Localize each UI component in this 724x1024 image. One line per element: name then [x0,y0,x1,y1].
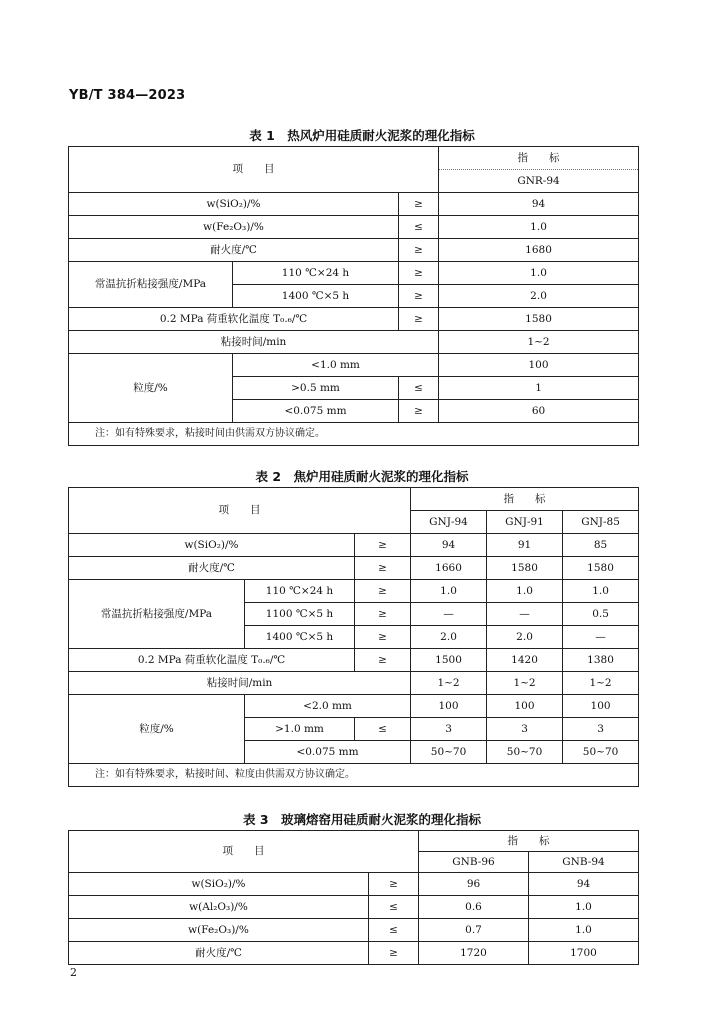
table3-fe-op: ≤ [369,919,419,942]
table3-grade: GNB-94 [529,852,639,873]
table2-time-val: 1~2 [563,672,639,695]
table3-fe-label: w(Fe₂O₃)/% [69,919,369,942]
table2-grain-val2: 3 [411,718,487,741]
table3-sio2-op: ≥ [369,873,419,896]
table2-sio2-op: ≥ [355,534,411,557]
table2-grain-cond3: <0.075 mm [245,741,411,764]
table1-bend-cond2: 1400 ℃×5 h [233,285,399,308]
table2-grain-val1: 100 [563,695,639,718]
table2-bend-op1: ≥ [355,580,411,603]
page-number: 2 [70,966,77,979]
table2-bend-cond2: 1100 ℃×5 h [245,603,355,626]
table2-refr-label: 耐火度/℃ [69,557,355,580]
table1-fe-label: w(Fe₂O₃)/% [69,216,399,239]
table2-col-index: 指 标 [411,488,639,511]
table2-sio2-val: 91 [487,534,563,557]
table2-grain-val1: 100 [487,695,563,718]
table2-grain-op2: ≤ [355,718,411,741]
table3-grade: GNB-96 [419,852,529,873]
table2-refr-op: ≥ [355,557,411,580]
table3-refr-label: 耐火度/℃ [69,942,369,965]
table1-grain-op2: ≤ [399,377,439,400]
table2-col-item: 项 目 [69,488,411,534]
table2-grade: GNJ-91 [487,511,563,534]
table2-grain-val3: 50~70 [487,741,563,764]
table2-bend-cond1: 110 ℃×24 h [245,580,355,603]
table3-refr-val: 1720 [419,942,529,965]
table3-refr-val: 1700 [529,942,639,965]
table1-fe-op: ≤ [399,216,439,239]
table2-bend-val2: — [487,603,563,626]
table2-refr-val: 1580 [487,557,563,580]
table1-soft-op: ≥ [399,308,439,331]
table2-soft-label: 0.2 MPa 荷重软化温度 T₀.₆/℃ [69,649,355,672]
table3-refr-op: ≥ [369,942,419,965]
table2-soft-op: ≥ [355,649,411,672]
table3-sio2-val: 94 [529,873,639,896]
table3-al-op: ≤ [369,896,419,919]
table3-al-val: 0.6 [419,896,529,919]
table1-bend-op2: ≥ [399,285,439,308]
table1-grade: GNR-94 [439,170,639,193]
table1-refr-label: 耐火度/℃ [69,239,399,262]
table1-time-label: 粘接时间/min [69,331,439,354]
table2-grain-val3: 50~70 [411,741,487,764]
table2 [68,487,639,787]
table3-sio2-val: 96 [419,873,529,896]
table2-bend-val2: — [411,603,487,626]
table3 [68,830,639,965]
table1-refr-op: ≥ [399,239,439,262]
table3-col-index: 指 标 [419,831,639,852]
table3-al-val: 1.0 [529,896,639,919]
table2-soft-val: 1380 [563,649,639,672]
table1-time-val: 1~2 [439,331,639,354]
table1-soft-val: 1580 [439,308,639,331]
table1-bend-label: 常温抗折粘接强度/MPa [69,262,233,308]
table1-col-item: 项 目 [69,147,439,193]
table2-grain-val3: 50~70 [563,741,639,764]
table1-grain-cond2: >0.5 mm [233,377,399,400]
table1-bend-op1: ≥ [399,262,439,285]
table2-bend-val1: 1.0 [411,580,487,603]
table2-soft-val: 1500 [411,649,487,672]
table2-bend-op2: ≥ [355,603,411,626]
table2-bend-val1: 1.0 [563,580,639,603]
table2-bend-cond3: 1400 ℃×5 h [245,626,355,649]
table3-col-item: 项 目 [69,831,419,873]
table1-grain-cond1: <1.0 mm [233,354,439,377]
table2-grain-cond2: >1.0 mm [245,718,355,741]
table2-bend-val1: 1.0 [487,580,563,603]
table2-grain-val2: 3 [563,718,639,741]
table1-bend-val2: 2.0 [439,285,639,308]
table3-fe-val: 1.0 [529,919,639,942]
table1-note: 注：如有特殊要求，粘接时间由供需双方协议确定。 [69,423,639,446]
table2-grain-cond1: <2.0 mm [245,695,411,718]
table3-fe-val: 0.7 [419,919,529,942]
table2-bend-val3: 2.0 [487,626,563,649]
table1-grain-val3: 60 [439,400,639,423]
table1-bend-val1: 1.0 [439,262,639,285]
table2-time-label: 粘接时间/min [69,672,411,695]
table2-bend-val3: 2.0 [411,626,487,649]
table1-soft-label: 0.2 MPa 荷重软化温度 T₀.₆/℃ [69,308,399,331]
table1-grain-op3: ≥ [399,400,439,423]
table2-bend-val2: 0.5 [563,603,639,626]
table1-grain-label: 粒度/% [69,354,233,423]
table1 [68,146,639,446]
table2-refr-val: 1660 [411,557,487,580]
table3-caption: 表 3 玻璃熔窑用硅质耐火泥浆的理化指标 [242,812,482,827]
table2-sio2-label: w(SiO₂)/% [69,534,355,557]
table2-refr-val: 1580 [563,557,639,580]
table1-grain-val1: 100 [439,354,639,377]
table2-sio2-val: 94 [411,534,487,557]
table2-bend-label: 常温抗折粘接强度/MPa [69,580,245,649]
table2-grade: GNJ-85 [563,511,639,534]
table2-grain-label: 粒度/% [69,695,245,764]
table1-sio2-op: ≥ [399,193,439,216]
table1-sio2-val: 94 [439,193,639,216]
table2-caption: 表 2 焦炉用硅质耐火泥浆的理化指标 [255,469,469,484]
table1-bend-cond1: 110 ℃×24 h [233,262,399,285]
table2-bend-val3: — [563,626,639,649]
table2-grade: GNJ-94 [411,511,487,534]
table2-note: 注：如有特殊要求，粘接时间、粒度由供需双方协议确定。 [69,764,639,787]
table3-al-label: w(Al₂O₃)/% [69,896,369,919]
table3-sio2-label: w(SiO₂)/% [69,873,369,896]
table1-grain-cond3: <0.075 mm [233,400,399,423]
table1-col-index: 指 标 [439,147,639,170]
table2-sio2-val: 85 [563,534,639,557]
table1-caption: 表 1 热风炉用硅质耐火泥浆的理化指标 [249,128,475,143]
table2-soft-val: 1420 [487,649,563,672]
table2-grain-val2: 3 [487,718,563,741]
table2-bend-op3: ≥ [355,626,411,649]
table1-grain-val2: 1 [439,377,639,400]
table1-fe-val: 1.0 [439,216,639,239]
table1-sio2-label: w(SiO₂)/% [69,193,399,216]
table2-time-val: 1~2 [487,672,563,695]
table2-time-val: 1~2 [411,672,487,695]
standard-number: YB/T 384—2023 [69,88,186,103]
table1-refr-val: 1680 [439,239,639,262]
table2-grain-val1: 100 [411,695,487,718]
